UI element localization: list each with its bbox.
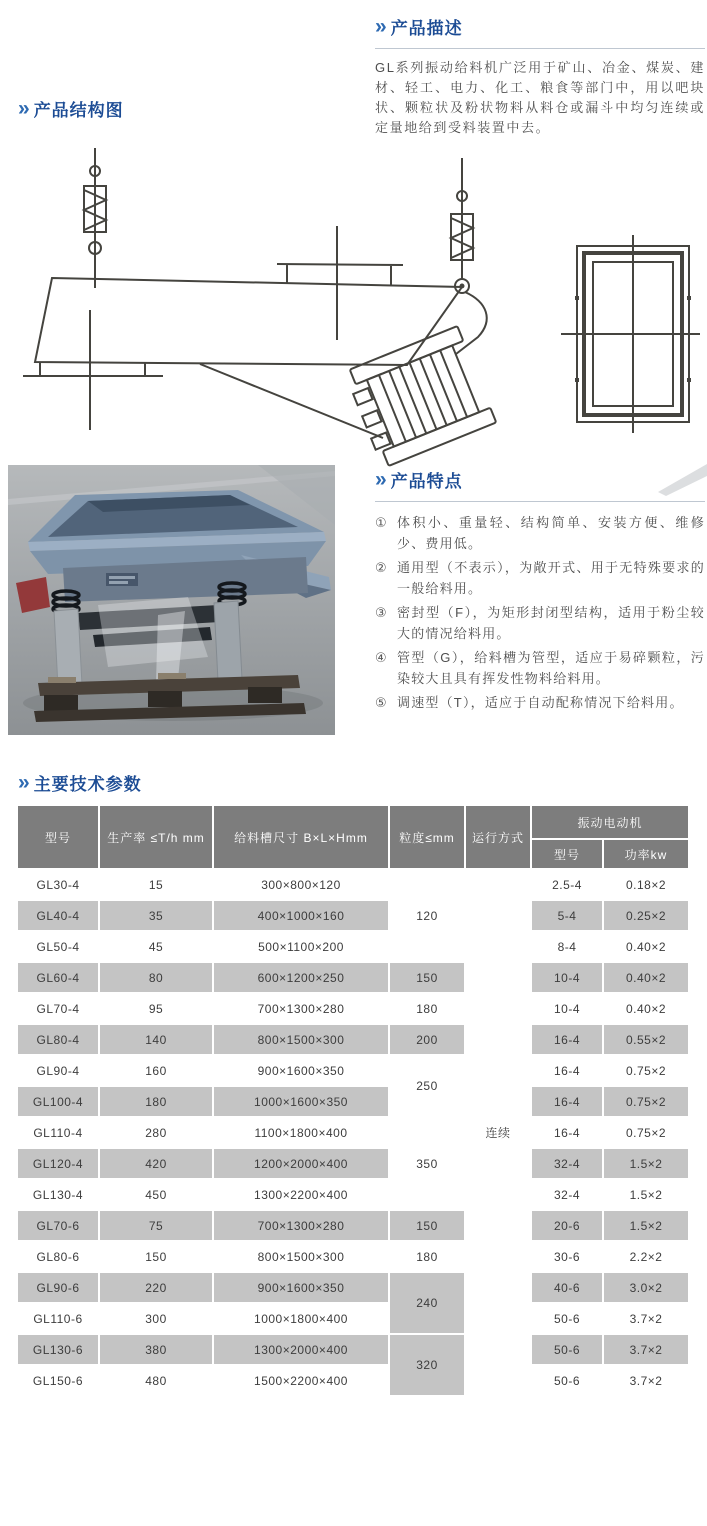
cell-size: 1000×1800×400: [214, 1304, 388, 1333]
cell-size: 1300×2000×400: [214, 1335, 388, 1364]
cell-motor-power: 0.75×2: [604, 1118, 688, 1147]
table-row: [18, 1025, 688, 1054]
cell-model: GL30-4: [18, 870, 98, 899]
feature-text: 密封型（F），为矩形封闭型结构，适用于粉尘较大的情况给料用。: [397, 605, 705, 641]
table-row: [18, 1304, 688, 1333]
feature-number: ③: [375, 605, 388, 620]
double-chevron-icon: »: [18, 97, 28, 120]
table-row: [18, 963, 688, 992]
cell-size: 1000×1600×350: [214, 1087, 388, 1116]
cell-model: GL50-4: [18, 932, 98, 961]
cell-granularity: 350: [390, 1118, 464, 1209]
double-chevron-icon: »: [18, 771, 28, 794]
feeder-line-drawing: [15, 138, 700, 468]
cell-granularity: 150: [390, 1211, 464, 1240]
cell-motor-power: 2.2×2: [604, 1242, 688, 1271]
cell-granularity: 120: [390, 870, 464, 961]
header-rate: 生产率 ≤T/h mm: [100, 806, 212, 868]
cell-rate: 95: [100, 994, 212, 1023]
table-row: [18, 1242, 688, 1271]
cell-size: 700×1300×280: [214, 994, 388, 1023]
cell-model: GL150-6: [18, 1366, 98, 1395]
cell-size: 800×1500×300: [214, 1242, 388, 1271]
cell-size: 1200×2000×400: [214, 1149, 388, 1178]
cell-size: 1500×2200×400: [214, 1366, 388, 1395]
cell-size: 600×1200×250: [214, 963, 388, 992]
cell-size: 1300×2200×400: [214, 1180, 388, 1209]
cell-motor-model: 20-6: [532, 1211, 602, 1240]
double-chevron-icon: »: [375, 468, 385, 491]
table-row: [18, 1366, 688, 1395]
cell-motor-model: 16-4: [532, 1087, 602, 1116]
feature-item: [375, 647, 705, 689]
header-motor-group: 振动电动机: [532, 806, 688, 838]
cell-motor-model: 10-4: [532, 963, 602, 992]
heading-underline: [375, 48, 705, 49]
cell-model: GL130-6: [18, 1335, 98, 1364]
table-row: [18, 1180, 688, 1209]
cell-motor-model: 16-4: [532, 1056, 602, 1085]
cell-rate: 45: [100, 932, 212, 961]
table-row: [18, 1335, 688, 1364]
parameters-heading: [18, 770, 142, 795]
cell-motor-model: 32-4: [532, 1149, 602, 1178]
table-row: [18, 1118, 688, 1147]
cell-granularity: 320: [390, 1335, 464, 1395]
cell-motor-power: 3.0×2: [604, 1273, 688, 1302]
feature-text: 通用型（不表示），为敞开式、用于无特殊要求的一般给料用。: [397, 560, 705, 596]
cell-model: GL130-4: [18, 1180, 98, 1209]
cell-model: GL110-4: [18, 1118, 98, 1147]
feature-text: 体积小、重量轻、结构简单、安装方便、维修少、费用低。: [397, 515, 705, 551]
cell-motor-model: 16-4: [532, 1025, 602, 1054]
cell-rate: 300: [100, 1304, 212, 1333]
table-row: [18, 1211, 688, 1240]
table-row: [18, 1056, 688, 1085]
cell-granularity: 250: [390, 1056, 464, 1116]
cell-model: GL70-4: [18, 994, 98, 1023]
cell-size: 900×1600×350: [214, 1056, 388, 1085]
cell-rate: 220: [100, 1273, 212, 1302]
cell-model: GL70-6: [18, 1211, 98, 1240]
cell-motor-power: 0.25×2: [604, 901, 688, 930]
feature-number: ④: [375, 650, 388, 665]
cell-size: 1100×1800×400: [214, 1118, 388, 1147]
cell-size: 800×1500×300: [214, 1025, 388, 1054]
cell-motor-power: 3.7×2: [604, 1304, 688, 1333]
parameters-title: 主要技术参数: [33, 775, 142, 794]
structure-diagram: [15, 138, 700, 468]
cell-granularity: 200: [390, 1025, 464, 1054]
cell-rate: 150: [100, 1242, 212, 1271]
cell-motor-power: 0.40×2: [604, 932, 688, 961]
cell-model: GL80-4: [18, 1025, 98, 1054]
description-section: [375, 14, 705, 138]
feature-item: [375, 602, 705, 644]
heading-underline: [375, 501, 705, 502]
cell-motor-model: 40-6: [532, 1273, 602, 1302]
features-section: [375, 467, 705, 716]
table-row: [18, 1273, 688, 1302]
parameters-tbody: [18, 870, 688, 1395]
feature-item: [375, 692, 705, 713]
table-row: [18, 1149, 688, 1178]
header-size: 给料槽尺寸 B×L×Hmm: [214, 806, 388, 868]
cell-motor-power: 3.7×2: [604, 1366, 688, 1395]
description-title: 产品描述: [390, 19, 463, 38]
cell-model: GL120-4: [18, 1149, 98, 1178]
cell-motor-power: 0.40×2: [604, 963, 688, 992]
cell-motor-model: 5-4: [532, 901, 602, 930]
cell-motor-model: 50-6: [532, 1335, 602, 1364]
cell-rate: 35: [100, 901, 212, 930]
table-row: [18, 901, 688, 930]
cell-model: GL90-4: [18, 1056, 98, 1085]
feature-number: ②: [375, 560, 388, 575]
cell-rate: 180: [100, 1087, 212, 1116]
cell-motor-model: 10-4: [532, 994, 602, 1023]
cell-motor-power: 0.75×2: [604, 1087, 688, 1116]
feature-text: 调速型（T），适应于自动配称情况下给料用。: [397, 695, 684, 710]
cell-granularity: 240: [390, 1273, 464, 1333]
feature-number: ⑤: [375, 695, 388, 710]
cell-rate: 80: [100, 963, 212, 992]
description-heading: [375, 14, 705, 39]
cell-rate: 15: [100, 870, 212, 899]
cell-motor-model: 32-4: [532, 1180, 602, 1209]
parameters-table-wrap: [16, 804, 690, 1397]
header-motor-power: 功率kw: [604, 840, 688, 868]
cell-rate: 420: [100, 1149, 212, 1178]
cell-motor-power: 1.5×2: [604, 1180, 688, 1209]
cell-motor-power: 0.55×2: [604, 1025, 688, 1054]
cell-motor-power: 3.7×2: [604, 1335, 688, 1364]
double-chevron-icon: »: [375, 15, 385, 38]
cell-motor-power: 0.18×2: [604, 870, 688, 899]
feature-text: 管型（G），给料槽为管型，适应于易碎颗粒，污染较大且具有挥发性物料给料用。: [397, 650, 705, 686]
cell-granularity: 180: [390, 994, 464, 1023]
table-row: [18, 1087, 688, 1116]
cell-rate: 380: [100, 1335, 212, 1364]
cell-rate: 480: [100, 1366, 212, 1395]
cell-motor-model: 50-6: [532, 1366, 602, 1395]
cell-operation: 连续: [466, 870, 530, 1395]
structure-heading: [18, 96, 124, 121]
cell-size: 900×1600×350: [214, 1273, 388, 1302]
cell-motor-model: 16-4: [532, 1118, 602, 1147]
cell-size: 400×1000×160: [214, 901, 388, 930]
header-operation: 运行方式: [466, 806, 530, 868]
cell-motor-model: 30-6: [532, 1242, 602, 1271]
cell-model: GL110-6: [18, 1304, 98, 1333]
cell-granularity: 150: [390, 963, 464, 992]
cell-size: 300×800×120: [214, 870, 388, 899]
table-row: [18, 932, 688, 961]
cell-model: GL60-4: [18, 963, 98, 992]
cell-rate: 450: [100, 1180, 212, 1209]
cell-size: 500×1100×200: [214, 932, 388, 961]
cell-motor-model: 2.5-4: [532, 870, 602, 899]
cell-motor-model: 8-4: [532, 932, 602, 961]
cell-motor-power: 1.5×2: [604, 1149, 688, 1178]
header-motor-model: 型号: [532, 840, 602, 868]
header-granularity: 粒度≤mm: [390, 806, 464, 868]
features-heading: [375, 467, 705, 492]
feature-number: ①: [375, 515, 388, 530]
description-text: GL系列振动给料机广泛用于矿山、冶金、煤炭、建材、轻工、电力、化工、粮食等部门中，用以吧块状、颗粒状及粉状物料从料仓或漏斗中均匀连续或定量地给到受料装置中去。: [375, 60, 705, 135]
cell-rate: 160: [100, 1056, 212, 1085]
cell-motor-model: 50-6: [532, 1304, 602, 1333]
cell-rate: 75: [100, 1211, 212, 1240]
cell-motor-power: 0.75×2: [604, 1056, 688, 1085]
cell-motor-power: 0.40×2: [604, 994, 688, 1023]
parameters-table: [16, 804, 690, 1397]
cell-model: GL90-6: [18, 1273, 98, 1302]
cell-model: GL100-4: [18, 1087, 98, 1116]
feature-item: [375, 512, 705, 554]
cell-model: GL40-4: [18, 901, 98, 930]
features-title: 产品特点: [390, 472, 463, 491]
table-row: [18, 994, 688, 1023]
cell-granularity: 180: [390, 1242, 464, 1271]
feature-item: [375, 557, 705, 599]
table-row: [18, 870, 688, 899]
structure-title: 产品结构图: [33, 101, 124, 120]
cell-model: GL80-6: [18, 1242, 98, 1271]
cell-motor-power: 1.5×2: [604, 1211, 688, 1240]
cell-size: 700×1300×280: [214, 1211, 388, 1240]
cell-rate: 140: [100, 1025, 212, 1054]
cell-rate: 280: [100, 1118, 212, 1147]
product-photo: [8, 465, 335, 735]
header-model: 型号: [18, 806, 98, 868]
